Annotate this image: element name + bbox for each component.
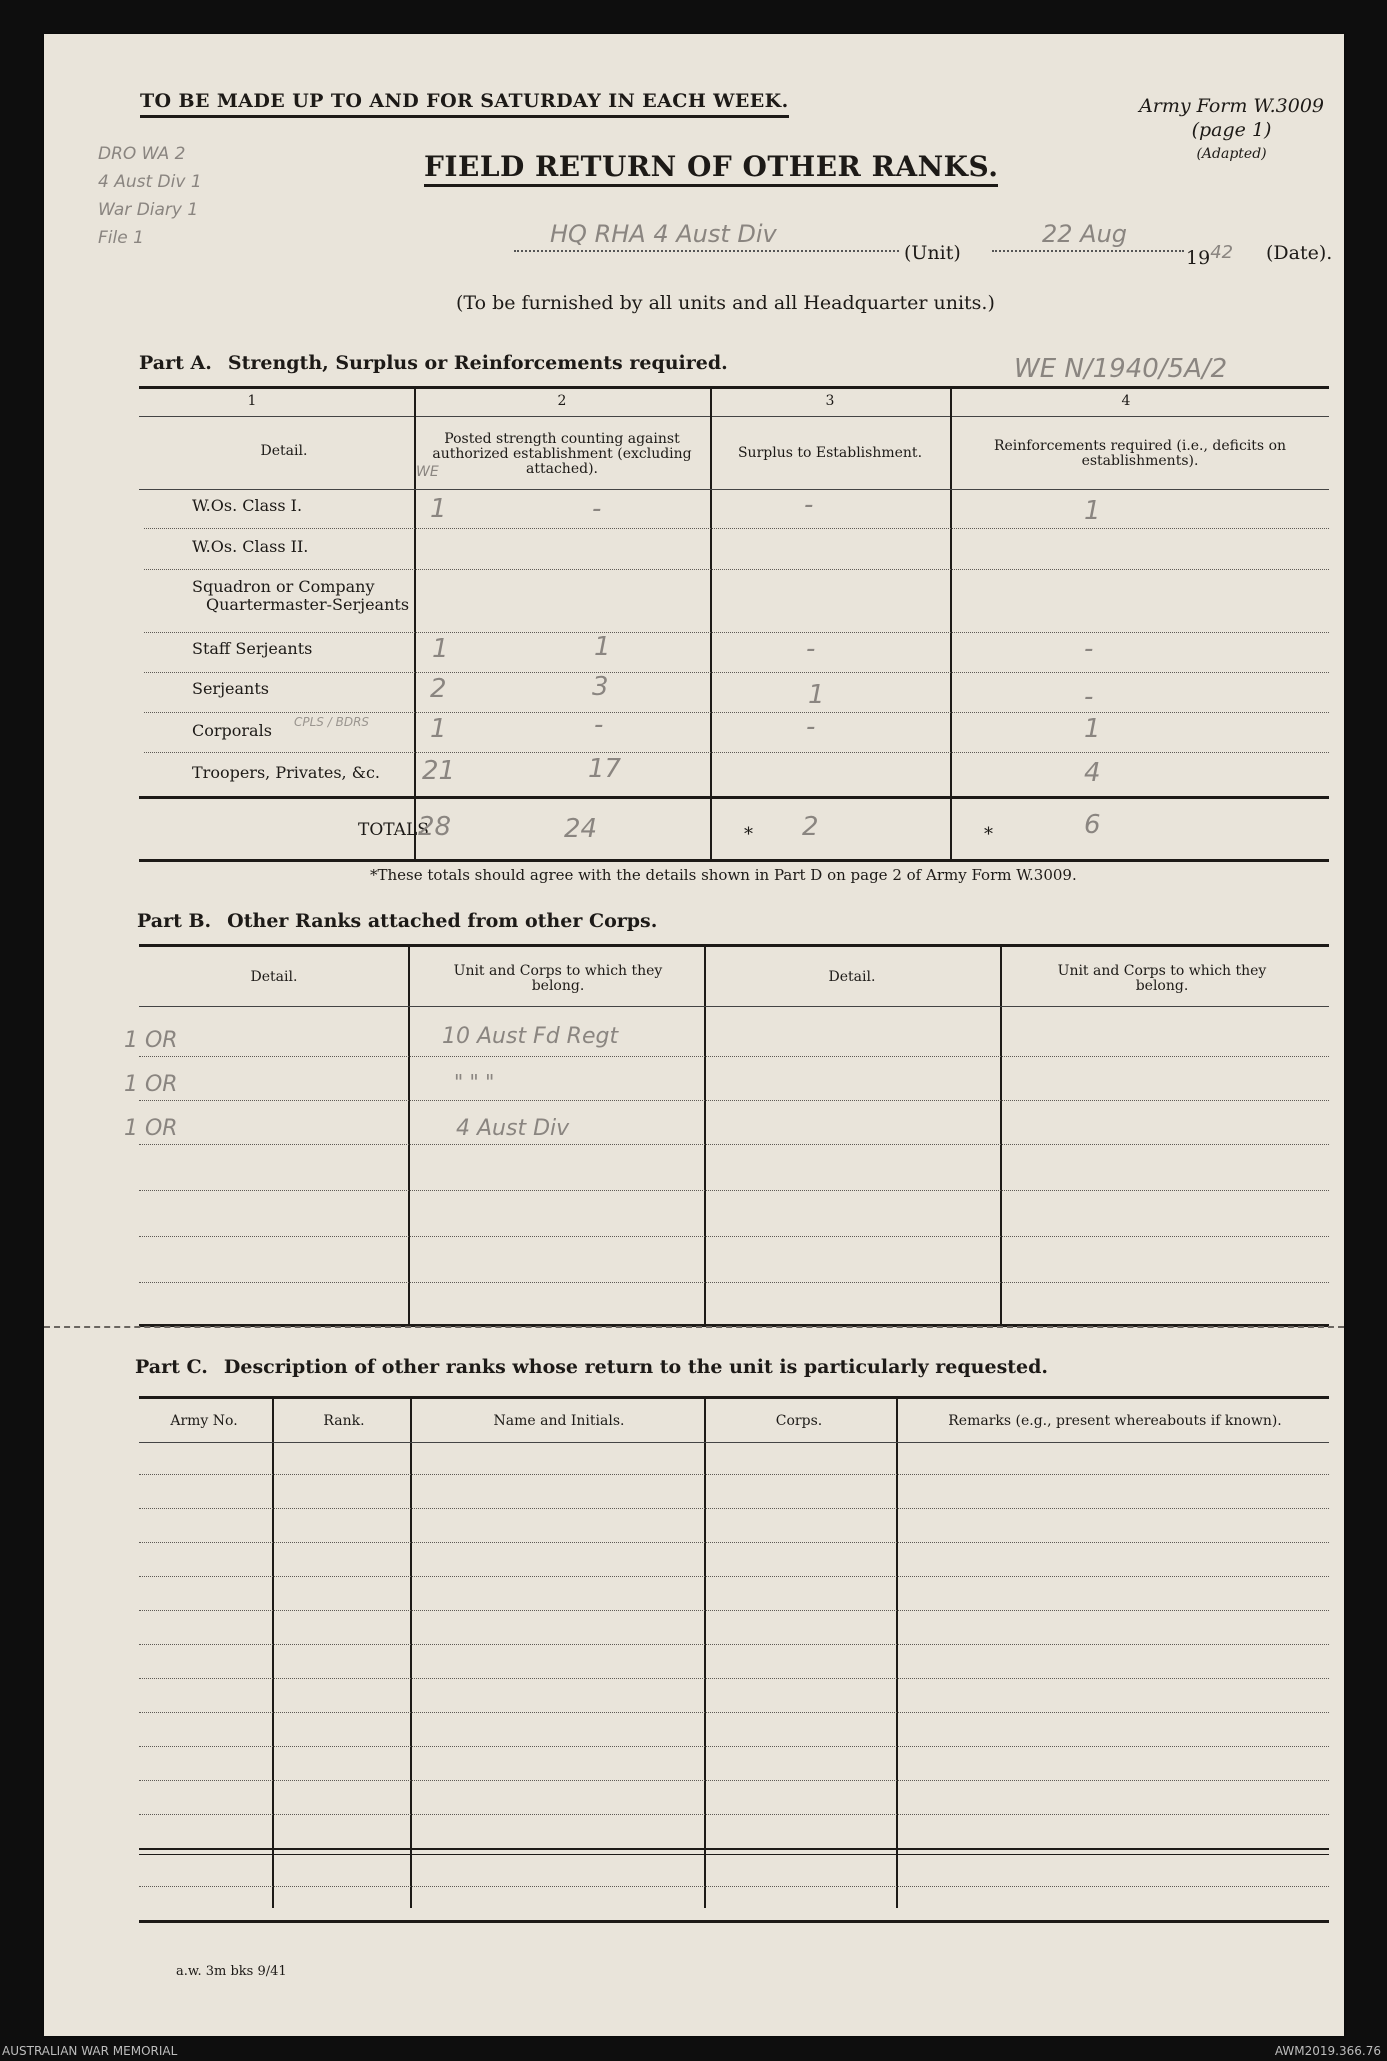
row-label-cqms-line2: Quartermaster-Serjeants bbox=[206, 595, 410, 614]
part-b-col-unit: Unit and Corps to which they belong. bbox=[453, 963, 663, 994]
part-c-double-rule bbox=[139, 1854, 1329, 1855]
row-rule bbox=[139, 1282, 1329, 1283]
row-rule bbox=[144, 569, 1329, 570]
part-c-top-rule bbox=[139, 1396, 1329, 1399]
col-divider bbox=[410, 1396, 412, 1908]
we-mark: WE bbox=[416, 464, 439, 480]
distribution-item: DRO WA 2 bbox=[98, 144, 186, 164]
date-label: (Date). bbox=[1266, 242, 1333, 264]
staff-serjeants-reinforcements: - bbox=[1084, 634, 1094, 664]
row-rule bbox=[139, 1236, 1329, 1237]
year-field bbox=[1186, 242, 1233, 269]
part-c-double-rule bbox=[139, 1848, 1329, 1850]
part-a-heading bbox=[139, 352, 728, 374]
col-header-reinforcements: Reinforcements required (i.e., deficits on establishments). bbox=[993, 438, 1287, 469]
adapted-note: (Adapted) bbox=[1196, 146, 1267, 162]
col-number-2: 2 bbox=[557, 393, 567, 409]
print-code: a.w. 3m bks 9/41 bbox=[176, 1964, 287, 1979]
totals-rule bbox=[139, 796, 1329, 799]
troopers-posted: 17 bbox=[588, 754, 622, 784]
totals-surplus: 2 bbox=[802, 812, 819, 842]
corporals-surplus: - bbox=[806, 712, 816, 742]
troopers-reinforcements: 4 bbox=[1084, 758, 1101, 788]
serjeants-surplus: 1 bbox=[808, 680, 825, 710]
furnished-note: (To be furnished by all units and all Headquarter units.) bbox=[456, 292, 995, 314]
part-a-number-rule bbox=[139, 416, 1329, 417]
distribution-item: File 1 bbox=[98, 228, 144, 248]
part-b-top-rule bbox=[139, 944, 1329, 947]
part-c-col-rank: Rank. bbox=[323, 1413, 365, 1429]
part-c-heading bbox=[135, 1356, 1048, 1378]
part-a-header-rule bbox=[139, 489, 1329, 490]
wo1-posted: - bbox=[592, 494, 602, 524]
row-rule bbox=[139, 1780, 1329, 1781]
part-b-label: Part B. bbox=[137, 910, 212, 932]
row-label-wo2: W.Os. Class II. bbox=[192, 537, 309, 556]
row-rule bbox=[139, 1474, 1329, 1475]
form-page bbox=[44, 34, 1344, 2036]
distribution-item: 4 Aust Div 1 bbox=[98, 172, 202, 192]
unit-label: (Unit) bbox=[904, 242, 961, 264]
col-number-3: 3 bbox=[825, 393, 835, 409]
row-label-serjeants: Serjeants bbox=[192, 679, 269, 698]
part-b-row-unit: 10 Aust Fd Regt bbox=[442, 1024, 619, 1049]
part-c-header-rule bbox=[139, 1442, 1329, 1443]
part-c-col-corps: Corps. bbox=[775, 1413, 823, 1429]
col-header-posted: Posted strength counting against authorized establishment (excluding attached). bbox=[432, 431, 692, 477]
date-value: 22 Aug bbox=[1042, 220, 1128, 248]
totals-reinforcements: 6 bbox=[1084, 810, 1101, 840]
totals-label: TOTALS bbox=[358, 820, 429, 840]
wo1-reinforcements: 1 bbox=[1084, 496, 1101, 526]
row-label-cqms bbox=[192, 578, 409, 614]
part-c-title: Description of other ranks whose return to the unit is particularly requested. bbox=[223, 1356, 1049, 1378]
date-field bbox=[992, 220, 1184, 252]
staff-serjeants-surplus: - bbox=[806, 634, 816, 664]
part-b-row-detail: 1 OR bbox=[124, 1072, 178, 1097]
part-a-bottom-rule bbox=[139, 859, 1329, 862]
part-b-header-rule bbox=[139, 1006, 1329, 1007]
distribution-item: War Diary 1 bbox=[98, 200, 199, 220]
corporals-reinforcements: 1 bbox=[1084, 714, 1101, 744]
wo1-we: 1 bbox=[430, 494, 447, 524]
archive-id: AWM2019.366.76 bbox=[1274, 2044, 1381, 2058]
col-divider bbox=[950, 386, 952, 859]
unit-field bbox=[514, 220, 899, 252]
part-c-col-army-no: Army No. bbox=[170, 1413, 238, 1429]
row-rule bbox=[144, 672, 1329, 673]
col-divider bbox=[896, 1396, 898, 1908]
row-rule bbox=[139, 1644, 1329, 1645]
corporals-posted: - bbox=[594, 710, 604, 740]
col-divider bbox=[704, 944, 706, 1324]
part-c-bottom-rule bbox=[139, 1920, 1329, 1923]
corporals-note: CPLS / BDRS bbox=[294, 715, 370, 729]
row-rule bbox=[144, 528, 1329, 529]
row-rule bbox=[139, 1814, 1329, 1815]
row-rule bbox=[139, 1144, 1329, 1145]
col-divider bbox=[1000, 944, 1002, 1324]
part-b-row-unit: " " " bbox=[454, 1070, 495, 1094]
totals-footnote: *These totals should agree with the details shown in Part D on page 2 of Army Form W.3009. bbox=[370, 866, 1077, 884]
row-label-corporals: Corporals bbox=[192, 721, 272, 740]
totals-star: * bbox=[984, 824, 993, 845]
row-rule bbox=[139, 1746, 1329, 1747]
part-c-label: Part C. bbox=[135, 1356, 208, 1378]
serjeants-posted: 3 bbox=[592, 672, 609, 702]
part-c-col-remarks: Remarks (e.g., present whereabouts if known). bbox=[948, 1413, 1282, 1429]
part-b-heading bbox=[137, 910, 657, 932]
row-label-troopers: Troopers, Privates, &c. bbox=[192, 763, 381, 782]
part-a-title: Strength, Surplus or Reinforcements required. bbox=[227, 352, 728, 374]
page-number: (page 1) bbox=[1191, 119, 1272, 141]
row-rule bbox=[139, 1190, 1329, 1191]
row-rule bbox=[139, 1542, 1329, 1543]
col-divider bbox=[408, 944, 410, 1324]
row-rule bbox=[139, 1610, 1329, 1611]
serjeants-reinforcements: - bbox=[1084, 682, 1094, 712]
totals-we: 28 bbox=[418, 812, 452, 842]
col-header-detail: Detail. bbox=[260, 443, 308, 459]
week-instruction: TO BE MADE UP TO AND FOR SATURDAY IN EACH WEEK. bbox=[140, 90, 789, 118]
part-a-label: Part A. bbox=[139, 352, 212, 374]
col-number-1: 1 bbox=[247, 393, 257, 409]
part-b-row-detail: 1 OR bbox=[124, 1028, 178, 1053]
unit-value: HQ RHA 4 Aust Div bbox=[550, 220, 777, 248]
we-reference: WE N/1940/5A/2 bbox=[1014, 354, 1228, 384]
troopers-we: 21 bbox=[422, 756, 456, 786]
row-rule bbox=[139, 1886, 1329, 1887]
col-divider bbox=[272, 1396, 274, 1908]
col-header-surplus: Surplus to Establishment. bbox=[737, 445, 923, 461]
col-divider bbox=[414, 386, 416, 859]
row-rule bbox=[139, 1576, 1329, 1577]
totals-posted: 24 bbox=[564, 814, 598, 844]
col-divider bbox=[710, 386, 712, 859]
part-b-row-detail: 1 OR bbox=[124, 1116, 178, 1141]
part-b-col-detail-2: Detail. bbox=[828, 969, 876, 985]
distribution-list bbox=[98, 140, 202, 252]
perforation-line bbox=[44, 1326, 1344, 1328]
part-b-col-unit-2: Unit and Corps to which they belong. bbox=[1057, 963, 1267, 994]
row-label-cqms-line1: Squadron or Company bbox=[192, 577, 375, 596]
year-value: 42 bbox=[1210, 242, 1234, 263]
army-form-number: Army Form W.3009 bbox=[1139, 95, 1324, 117]
part-b-row-unit: 4 Aust Div bbox=[456, 1116, 570, 1141]
year-prefix: 19 bbox=[1186, 247, 1211, 269]
part-b-col-detail: Detail. bbox=[250, 969, 298, 985]
row-rule bbox=[144, 752, 1329, 753]
totals-star: * bbox=[744, 824, 753, 845]
col-divider bbox=[704, 1396, 706, 1908]
row-rule bbox=[139, 1678, 1329, 1679]
row-rule bbox=[139, 1056, 1329, 1057]
row-label-staff-serjeants: Staff Serjeants bbox=[192, 639, 313, 658]
col-number-4: 4 bbox=[1121, 393, 1131, 409]
army-form-ref bbox=[1139, 94, 1324, 166]
wo1-surplus: - bbox=[804, 490, 814, 520]
part-b-title: Other Ranks attached from other Corps. bbox=[227, 910, 658, 932]
staff-serjeants-we: 1 bbox=[432, 634, 449, 664]
row-rule bbox=[139, 1100, 1329, 1101]
archive-credit: AUSTRALIAN WAR MEMORIAL bbox=[2, 2044, 178, 2058]
serjeants-we: 2 bbox=[430, 674, 447, 704]
row-rule bbox=[139, 1508, 1329, 1509]
row-rule bbox=[144, 632, 1329, 633]
part-c-col-name: Name and Initials. bbox=[493, 1413, 625, 1429]
staff-serjeants-posted: 1 bbox=[594, 632, 611, 662]
form-title: FIELD RETURN OF OTHER RANKS. bbox=[424, 150, 998, 187]
row-label-wo1: W.Os. Class I. bbox=[192, 496, 303, 515]
corporals-we: 1 bbox=[430, 714, 447, 744]
row-rule bbox=[144, 712, 1329, 713]
row-rule bbox=[139, 1712, 1329, 1713]
part-a-top-rule bbox=[139, 386, 1329, 389]
